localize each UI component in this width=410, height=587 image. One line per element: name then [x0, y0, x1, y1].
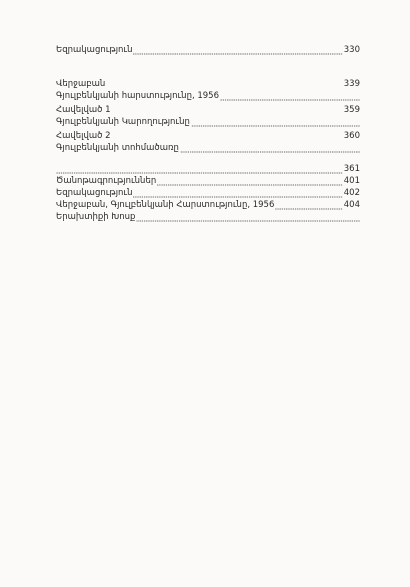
toc-entry-label: Վերջաբան: [56, 79, 106, 89]
toc-entry: [56, 44, 360, 56]
toc-entry-label: Գյուլբենկյանի հարստությունը, 1956: [56, 91, 219, 101]
toc-entry: [56, 130, 360, 142]
toc-entry-label: Եզրակացություն: [56, 188, 133, 198]
toc-entry: [56, 187, 360, 199]
toc-entry: [56, 116, 360, 128]
toc-entry-label: Գյուլբենկյանի տոհմածառը: [56, 143, 179, 153]
toc-entry-page: 330: [343, 45, 360, 55]
toc-entry-label: Երախտիքի Խոսք: [56, 212, 136, 222]
toc-entry: [56, 104, 360, 116]
toc-entry-page: 360: [343, 131, 360, 141]
toc-entry-label: Հավելված 2: [56, 131, 111, 141]
toc-entry-label: Հավելված 1: [56, 105, 111, 115]
toc-entry-page: 339: [343, 79, 360, 89]
toc-entry: [56, 78, 360, 90]
toc-entry: [56, 142, 360, 154]
toc-entry-page: 402: [343, 188, 360, 198]
toc-entry-label: Ծանոթագրություններ: [56, 176, 157, 186]
toc-entry-page: 404: [343, 200, 360, 210]
toc-entry: [56, 163, 360, 175]
toc-entry-label: Վերջաբան, Գյուլբենկյանի Հարստությունը, 1956: [56, 200, 275, 210]
toc-entry-page: 359: [343, 105, 360, 115]
toc-entry: [56, 211, 360, 223]
toc-entry-label: Եզրակացություն: [56, 45, 133, 55]
toc-entry-page: 361: [343, 164, 360, 174]
toc-entry: [56, 90, 360, 102]
toc-entry-label: Գյուլբենկյանի Կարողությունը: [56, 117, 190, 127]
toc-entry-page: 401: [343, 176, 360, 186]
toc-entry: [56, 175, 360, 187]
toc-entry: [56, 199, 360, 211]
